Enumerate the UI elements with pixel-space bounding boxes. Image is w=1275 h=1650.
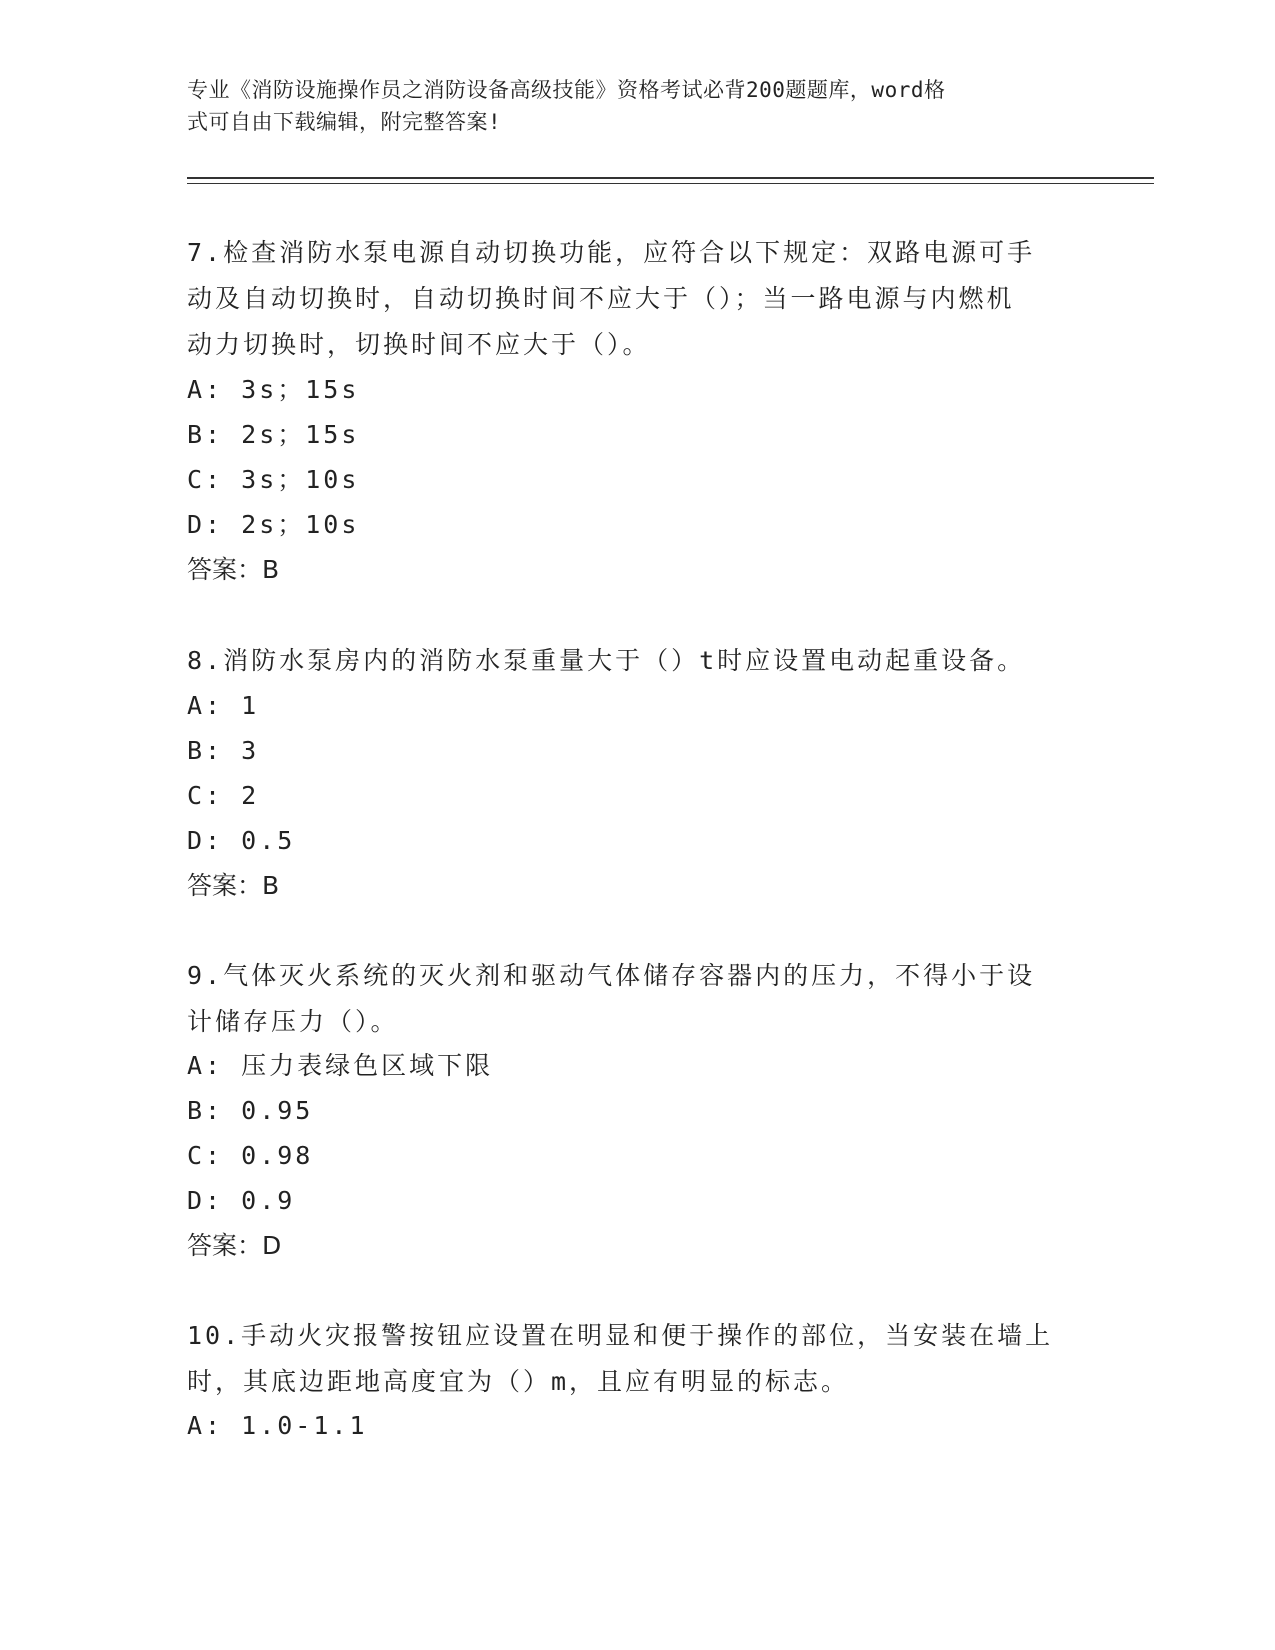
question-7-option-a: A: 3s；15s [187,375,360,404]
question-10-stem-line-1: 10.手动火灾报警按钮应设置在明显和便于操作的部位，当安装在墙上 [187,1321,1054,1350]
question-9-stem-line-1: 9.气体灭火系统的灭火剂和驱动气体储存容器内的压力，不得小于设 [187,961,1036,990]
question-8-option-b: B: 3 [187,736,260,765]
question-9-option-a: A: 压力表绿色区域下限 [187,1051,494,1080]
question-8-option-d: D: 0.5 [187,826,296,855]
question-7-stem [187,230,1067,368]
question-7-stem-line-2: 动及自动切换时，自动切换时间不应大于（）；当一路电源与内燃机 [187,284,1015,313]
question-9-option-d: D: 0.9 [187,1186,296,1215]
header-line-2: 式可自由下载编辑，附完整答案! [187,110,502,134]
question-10-stem-line-2: 时，其底边距地高度宜为（）m，且应有明显的标志。 [187,1367,850,1396]
question-9-answer: 答案：D [187,1231,282,1260]
question-8-option-c: C: 2 [187,781,260,810]
question-7-option-d: D: 2s；10s [187,510,360,539]
question-8-stem [187,638,1067,684]
header-divider-thin [187,183,1154,184]
question-9-option-c: C: 0.98 [187,1141,314,1170]
question-7-option-c: C: 3s；10s [187,465,360,494]
document-header [187,74,1067,138]
header-divider-thick [187,177,1154,179]
question-7-stem-line-3: 动力切换时，切换时间不应大于（）。 [187,330,651,359]
question-10-stem [187,1313,1067,1405]
question-9-option-b: B: 0.95 [187,1096,314,1125]
question-8-option-a: A: 1 [187,691,260,720]
header-line-1: 专业《消防设施操作员之消防设备高级技能》资格考试必背200题题库，word格 [187,78,946,102]
question-7-stem-line-1: 7.检查消防水泵电源自动切换功能，应符合以下规定：双路电源可手 [187,238,1036,267]
question-10-option-a: A: 1.0-1.1 [187,1411,368,1440]
question-9-stem-line-2: 计储存压力（）。 [187,1007,399,1036]
question-9-stem [187,953,1067,1045]
question-8-stem-line-1: 8.消防水泵房内的消防水泵重量大于（）t时应设置电动起重设备。 [187,646,1026,675]
question-7-answer: 答案：B [187,555,280,584]
question-7-option-b: B: 2s；15s [187,420,360,449]
question-8-answer: 答案：B [187,871,280,900]
